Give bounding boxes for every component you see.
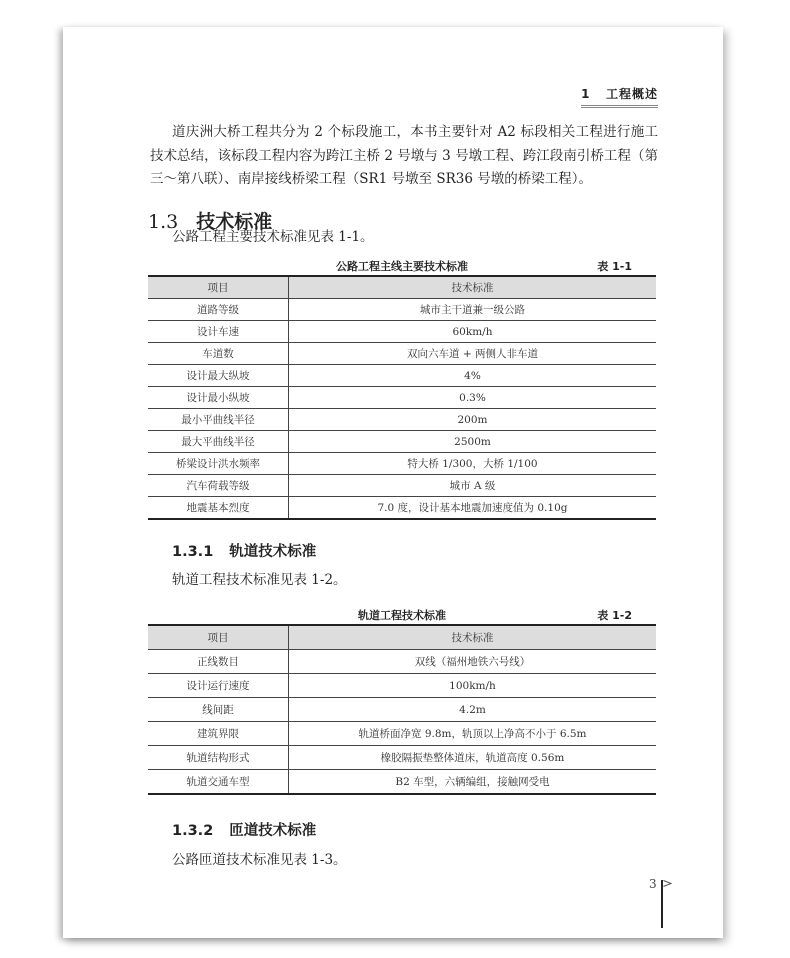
cell-item: 项目 [148,625,289,650]
cell-value: 技术标准 [289,276,657,299]
cell-value: 轨道桥面净宽 9.8m，轨顶以上净高不小于 6.5m [289,722,657,746]
table-row [148,497,656,520]
table-row [148,453,656,475]
chapter-title: 工程概述 [605,87,658,101]
table-row [148,321,656,343]
cell-item: 轨道交通车型 [148,770,289,795]
cell-item: 设计最小纵坡 [148,387,289,409]
table-row [148,650,656,674]
cell-item: 设计最大纵坡 [148,365,289,387]
cell-value: 城市主干道兼一级公路 [289,299,657,321]
section-text: 公路工程主要技术标准见表 1-1。 [172,229,374,245]
subsection-title: 轨道技术标准 [229,544,317,560]
table-header-row [148,276,656,299]
cell-value: 双线（福州地铁六号线） [289,650,657,674]
table-row [148,387,656,409]
cell-item: 轨道结构形式 [148,746,289,770]
cell-value: B2 车型，六辆编组，接触网受电 [289,770,657,795]
cell-value: 橡胶隔振垫整体道床，轨道高度 0.56m [289,746,657,770]
cell-item: 正线数目 [148,650,289,674]
subsection-number: 1.3.1 [172,544,214,560]
table1-title: 公路工程主线主要技术标准 [336,260,468,273]
cell-value: 200m [289,409,657,431]
table-row [148,299,656,321]
subsection-title: 匝道技术标准 [229,823,317,839]
table-row [148,475,656,497]
subsection1-text: 轨道工程技术标准见表 1-2。 [172,572,347,588]
section-title: 技术标准 [196,211,273,233]
table-row [148,746,656,770]
table-row [148,722,656,746]
table-row [148,431,656,453]
cell-item: 车道数 [148,343,289,365]
table-row [148,770,656,795]
subsection2-text: 公路匝道技术标准见表 1-3。 [172,852,347,868]
cell-item: 设计运行速度 [148,674,289,698]
table1 [148,275,656,520]
cell-value: 4.2m [289,698,657,722]
cell-item: 汽车荷载等级 [148,475,289,497]
cell-item: 最大平曲线半径 [148,431,289,453]
cell-item: 桥梁设计洪水频率 [148,453,289,475]
cell-item: 线间距 [148,698,289,722]
cell-value: 技术标准 [289,625,657,650]
cell-item: 建筑界限 [148,722,289,746]
table2 [148,624,656,795]
cell-value: 双向六车道 + 两侧人非车道 [289,343,657,365]
table-row [148,365,656,387]
cell-value: 2500m [289,431,657,453]
cell-value: 0.3% [289,387,657,409]
cell-value: 60km/h [289,321,657,343]
table2-title: 轨道工程技术标准 [358,609,446,622]
cell-value: 城市 A 级 [289,475,657,497]
subsection-number: 1.3.2 [172,823,214,839]
running-header [581,85,658,108]
subsection1-heading [172,540,316,561]
page-number: 3 [649,877,657,891]
cell-value: 100km/h [289,674,657,698]
chapter-number: 1 [581,87,591,101]
table-row [148,409,656,431]
cell-value: 7.0 度，设计基本地震加速度值为 0.10g [289,497,657,520]
cell-value: 特大桥 1/300，大桥 1/100 [289,453,657,475]
cell-item: 项目 [148,276,289,299]
table-row [148,698,656,722]
flag-icon [663,880,673,888]
document-page [63,27,723,938]
cell-value: 4% [289,365,657,387]
table-header-row [148,625,656,650]
section-number: 1.3 [148,211,179,233]
cell-item: 最小平曲线半径 [148,409,289,431]
cell-item: 设计车速 [148,321,289,343]
table1-number: 表 1-1 [597,260,632,273]
table-row [148,343,656,365]
cell-item: 地震基本烈度 [148,497,289,520]
intro-paragraph: 道庆洲大桥工程共分为 2 个标段施工，本书主要针对 A2 标段相关工程进行施工技术总结，该标段工程内容为跨江主桥 2 号墩与 3 号墩工程、跨江段南引桥工程（第三～第八联）、南岸接线桥梁工程（SR1 号墩至 SR36 号墩的桥梁工程）。 [150,124,658,187]
cell-item: 道路等级 [148,299,289,321]
table-row [148,674,656,698]
table2-number: 表 1-2 [597,609,632,622]
subsection2-heading [172,819,316,840]
